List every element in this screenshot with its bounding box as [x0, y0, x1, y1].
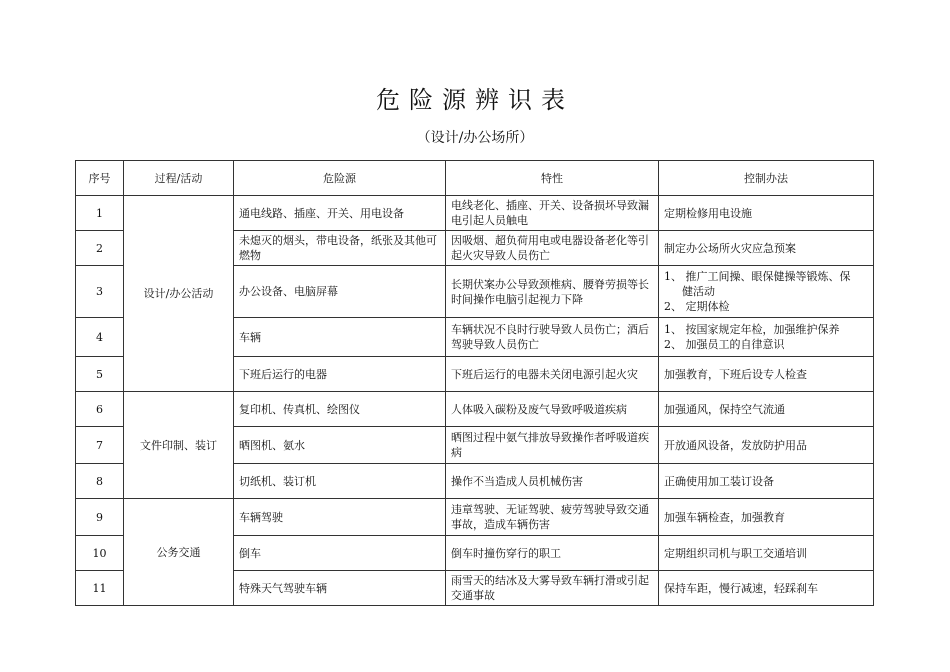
hazard-source-cell: 办公设备、电脑屏幕 [234, 266, 446, 318]
hazard-source-cell: 特殊天气驾驶车辆 [234, 571, 446, 606]
property-cell: 倒车时撞伤穿行的职工 [446, 536, 659, 571]
header-no: 序号 [76, 161, 124, 196]
measure-line: 1、 按国家规定年检，加强维护保养 [664, 323, 840, 336]
property-cell: 操作不当造成人员机械伤害 [446, 464, 659, 499]
property-cell: 违章驾驶、无证驾驶、疲劳驾驶导致交通事故，造成车辆伤害 [446, 499, 659, 536]
measure-line: 加强通风，保持空气流通 [664, 402, 785, 416]
hazard-source-cell: 切纸机、装订机 [234, 464, 446, 499]
hazard-source-cell: 未熄灭的烟头，带电设备，纸张及其他可燃物 [234, 231, 446, 266]
header-hazard-source: 危险源 [234, 161, 446, 196]
hazard-source-cell: 通电线路、插座、开关、用电设备 [234, 196, 446, 231]
measure-line: 2、 定期体检 [664, 300, 730, 313]
row-number: 10 [76, 536, 124, 571]
document-subtitle: （设计/办公场所） [416, 130, 534, 146]
property-cell: 电线老化、插座、开关、设备损坏导致漏电引起人员触电 [446, 196, 659, 231]
row-number: 11 [76, 571, 124, 606]
control-measure-cell [659, 536, 874, 571]
measure-line: 2、 加强员工的自律意识 [664, 338, 785, 351]
measure-line: 加强教育，下班后设专人检查 [664, 367, 807, 381]
control-measure-cell [659, 231, 874, 266]
header-activity: 过程/活动 [124, 161, 234, 196]
activity-cell: 设计/办公活动 [124, 196, 234, 392]
hazard-source-cell: 车辆驾驶 [234, 499, 446, 536]
row-number: 5 [76, 357, 124, 392]
property-cell: 人体吸入碳粉及废气导致呼吸道疾病 [446, 392, 659, 427]
hazard-table [75, 160, 874, 606]
measure-line: 定期组织司机与职工交通培训 [664, 546, 807, 560]
measure-line: 1、 推广工间操、眼保健操等锻炼、保 [664, 270, 851, 283]
control-measure-cell [659, 427, 874, 464]
row-number: 2 [76, 231, 124, 266]
measure-line: 保持车距，慢行减速，轻踩刹车 [664, 581, 818, 595]
table-row [76, 196, 874, 231]
property-cell: 车辆状况不良时行驶导致人员伤亡；酒后驾驶导致人员伤亡 [446, 318, 659, 357]
control-measure-cell [659, 318, 874, 357]
hazard-source-cell: 下班后运行的电器 [234, 357, 446, 392]
property-cell: 长期伏案办公导致颈椎病、腰脊劳损等长时间操作电脑引起视力下降 [446, 266, 659, 318]
row-number: 7 [76, 427, 124, 464]
row-number: 4 [76, 318, 124, 357]
control-measure-cell [659, 571, 874, 606]
row-number: 8 [76, 464, 124, 499]
activity-cell: 文件印制、装订 [124, 392, 234, 499]
property-cell: 晒图过程中氨气排放导致操作者呼吸道疾病 [446, 427, 659, 464]
control-measure-cell [659, 196, 874, 231]
document-title: 危险源辨识表 [376, 86, 574, 114]
header-property: 特性 [446, 161, 659, 196]
control-measure-cell [659, 499, 874, 536]
measure-line: 加强车辆检查，加强教育 [664, 510, 785, 524]
property-cell: 下班后运行的电器未关闭电源引起火灾 [446, 357, 659, 392]
property-cell: 因吸烟、超负荷用电或电器设备老化等引起火灾导致人员伤亡 [446, 231, 659, 266]
row-number: 1 [76, 196, 124, 231]
measure-line: 开放通风设备，发放防护用品 [664, 438, 807, 452]
measure-line: 定期检修用电设施 [664, 206, 752, 220]
header-control-measure: 控制办法 [659, 161, 874, 196]
control-measure-cell [659, 357, 874, 392]
hazard-source-cell: 车辆 [234, 318, 446, 357]
measure-line: 健活动 [682, 285, 715, 298]
property-cell: 雨雪天的结冰及大雾导致车辆打滑或引起交通事故 [446, 571, 659, 606]
hazard-source-cell: 复印机、传真机、绘图仪 [234, 392, 446, 427]
measure-line: 制定办公场所火灾应急预案 [664, 241, 796, 255]
hazard-source-cell: 晒图机、氨水 [234, 427, 446, 464]
table-header-row [76, 161, 874, 196]
activity-cell: 公务交通 [124, 499, 234, 606]
row-number: 9 [76, 499, 124, 536]
control-measure-cell [659, 464, 874, 499]
control-measure-cell [659, 392, 874, 427]
hazard-source-cell: 倒车 [234, 536, 446, 571]
control-measure-cell [659, 266, 874, 318]
row-number: 6 [76, 392, 124, 427]
measure-line: 正确使用加工装订设备 [664, 474, 774, 488]
table-row [76, 499, 874, 536]
table-row [76, 392, 874, 427]
row-number: 3 [76, 266, 124, 318]
